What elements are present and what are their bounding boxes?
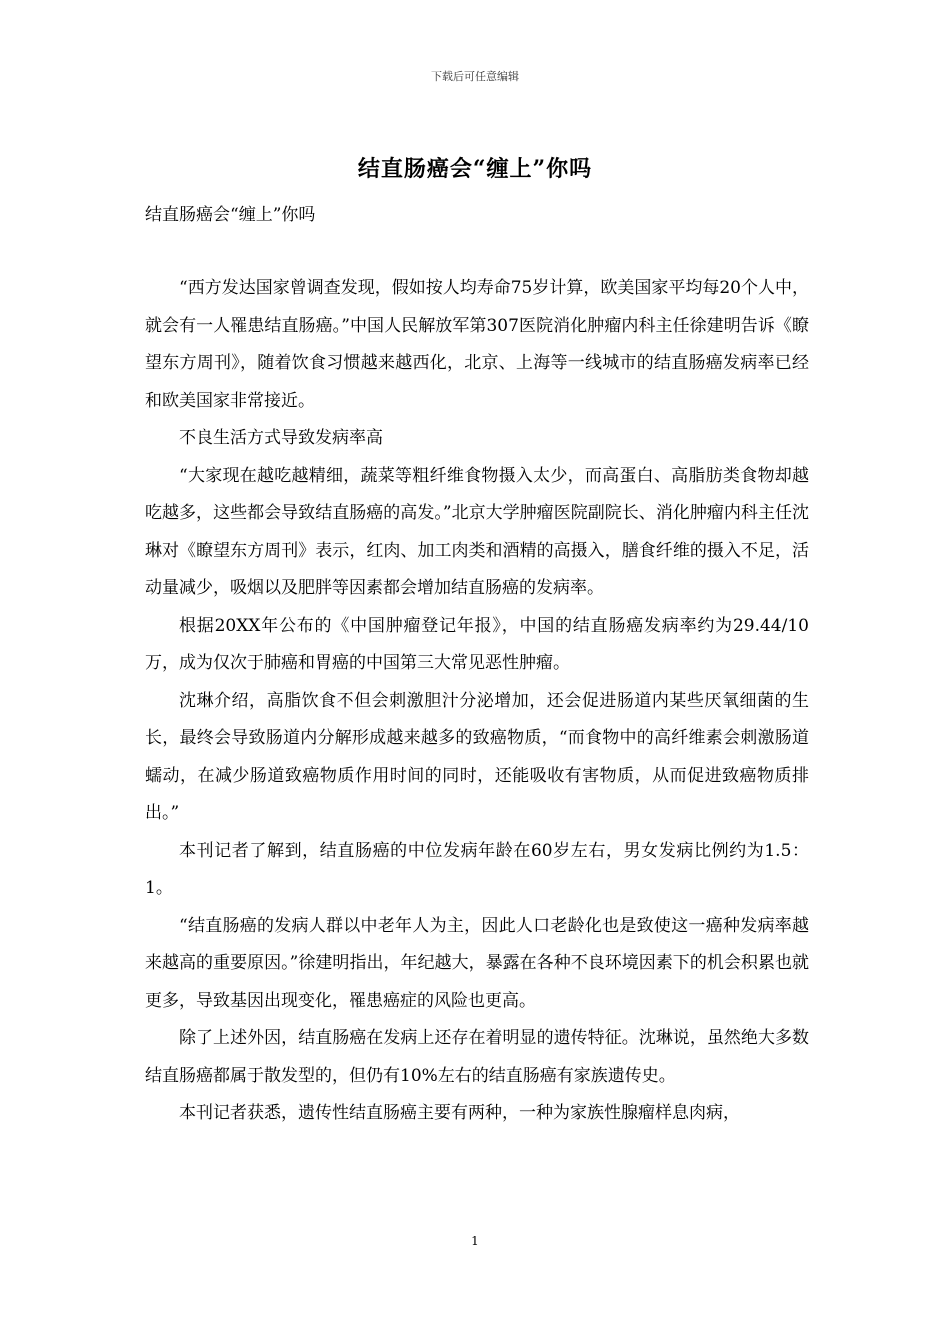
page-header: 下载后可任意编辑: [431, 70, 519, 83]
paragraph: 沈琳介绍，高脂饮食不但会刺激胆汁分泌增加，还会促进肠道内某些厌氧细菌的生长，最终会导致肠道内分解形成越来越多的致癌物质，“而食物中的高纤维素会刺激肠道蠕动，在减少肠道致癌物质作用时间的同时，还能吸收有害物质，从而促进致癌物质排出。”: [145, 690, 809, 823]
paragraph: 本刊记者了解到，结直肠癌的中位发病年龄在60岁左右，男女发病比例约为1.5：1。: [145, 840, 809, 898]
page-subtitle: 结直肠癌会“缠上”你吗: [145, 205, 316, 225]
page-number: 1: [471, 1234, 479, 1248]
paragraph: “结直肠癌的发病人群以中老年人为主，因此人口老龄化也是致使这一癌种发病率越来越高的重要原因。”徐建明指出，年纪越大，暴露在各种不良环境因素下的机会积累也就更多，导致基因出现变化，罹患癌症的风险也更高。: [145, 915, 809, 1011]
body-text: [145, 270, 809, 1133]
page-title: 结直肠癌会“缠上”你吗: [357, 156, 593, 182]
paragraph: “大家现在越吃越精细，蔬菜等粗纤维食物摄入太少，而高蛋白、高脂肪类食物却越吃越多，这些都会导致结直肠癌的高发。”北京大学肿瘤医院副院长、消化肿瘤内科主任沈琳对《瞭望东方周刊》表示，红肉、加工肉类和酒精的高摄入，膳食纤维的摄入不足，活动量减少，吸烟以及肥胖等因素都会增加结直肠癌的发病率。: [145, 465, 809, 598]
paragraph: 除了上述外因，结直肠癌在发病上还存在着明显的遗传特征。沈琳说，虽然绝大多数结直肠癌都属于散发型的，但仍有10%左右的结直肠癌有家族遗传史。: [145, 1028, 809, 1086]
paragraph: “西方发达国家曾调查发现，假如按人均寿命75岁计算，欧美国家平均每20个人中，就会有一人罹患结直肠癌。”中国人民解放军第307医院消化肿瘤内科主任徐建明告诉《瞭望东方周刊》，随着饮食习惯越来越西化，北京、上海等一线城市的结直肠癌发病率已经和欧美国家非常接近。: [145, 278, 809, 411]
paragraph: 根据20XX年公布的《中国肿瘤登记年报》，中国的结直肠癌发病率约为29.44/10万，成为仅次于肺癌和胃癌的中国第三大常见恶性肿瘤。: [145, 615, 809, 673]
paragraph: 本刊记者获悉，遗传性结直肠癌主要有两种，一种为家族性腺瘤样息肉病，: [179, 1103, 740, 1123]
section-heading: 不良生活方式导致发病率高: [179, 428, 383, 448]
